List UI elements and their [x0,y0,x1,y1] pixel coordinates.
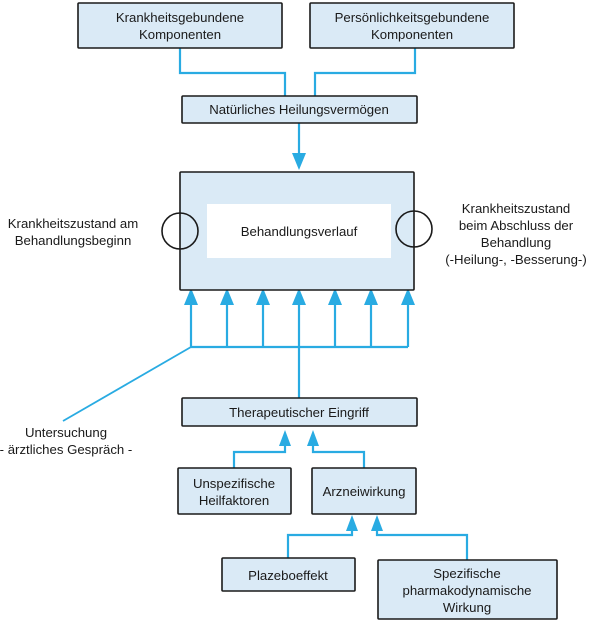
box-arzneiwirkung-label: Arzneiwirkung [322,484,406,499]
label-right-state-line4: (-Heilung-, -Besserung-) [445,252,587,267]
box-krankheitsgebundene-komponenten[interactable] [78,3,282,48]
arrow-down-icon [292,153,306,170]
box-heilungsvermoegen-label: Natürliches Heilungsvermögen [209,102,389,117]
label-right-state-line3: Behandlung [480,235,552,250]
box-heilfaktoren-line1: Unspezifische [192,476,276,491]
arrow-up-icon [371,515,383,531]
connector-arzneiwirkung-to-eingriff [307,430,364,468]
connector-persoenlichkeitsgebundene-to-heilungsvermoegen [315,48,415,96]
box-persoenlichkeitsgebundene-line2: Komponenten [370,27,454,42]
box-spezifische-wirkung-line1: Spezifische [433,566,501,581]
box-spezifische-wirkung-line2: pharmakodynamische [402,583,532,598]
label-right-state-line2: beim Abschluss der [458,218,574,233]
box-therapeutischer-eingriff-label: Therapeutischer Eingriff [229,405,369,420]
box-persoenlichkeitsgebundene-komponenten[interactable] [310,3,514,48]
arrow-up-icon [307,430,319,446]
box-spezifische-wirkung-line3: Wirkung [442,600,492,615]
box-behandlungsverlauf[interactable] [162,172,432,290]
box-krankheitsgebundene-line2: Komponenten [138,27,222,42]
box-plazeboeffekt[interactable] [222,558,355,591]
label-untersuchung-line2: - ärztliches Gespräch - [0,442,133,457]
box-unspezifische-heilfaktoren[interactable] [178,468,291,514]
box-natuerliches-heilungsvermoegen[interactable] [182,96,417,123]
connector-heilungsvermoegen-to-behandlungsverlauf [292,122,306,170]
label-untersuchung [0,425,132,457]
connector-heilfaktoren-to-eingriff [234,430,291,468]
box-krankheitsgebundene-line1: Krankheitsgebundene [115,10,245,25]
label-krankheitszustand-abschluss [445,201,586,267]
box-spezifische-pharmakodynamische-wirkung[interactable] [378,560,557,619]
connector-untersuchung-leader [63,347,191,421]
box-therapeutischer-eingriff[interactable] [182,398,417,426]
label-left-state-line2: Behandlungsbeginn [14,233,132,248]
connector-krankheitsgebundene-to-heilungsvermoegen [180,48,285,96]
connector-spezifische-wirkung-to-arzneiwirkung [371,515,467,560]
label-left-state-line1: Krankheitszustand am [7,216,139,231]
box-arzneiwirkung[interactable] [312,468,416,514]
connector-bus-to-behandlungsverlauf [184,288,415,347]
box-persoenlichkeitsgebundene-line1: Persönlichkeitsgebundene [334,10,490,25]
arrow-up-icon [346,515,358,531]
box-heilfaktoren-line2: Heilfaktoren [198,493,270,508]
label-krankheitszustand-behandlungsbeginn [8,216,138,248]
box-behandlungsverlauf-label: Behandlungsverlauf [240,224,358,239]
label-right-state-line1: Krankheitszustand [461,201,571,216]
box-plazeboeffekt-label: Plazeboeffekt [248,568,328,583]
arrow-up-icon [279,430,291,446]
label-untersuchung-line1: Untersuchung [24,425,108,440]
connector-plazeboeffekt-to-arzneiwirkung [288,515,358,558]
